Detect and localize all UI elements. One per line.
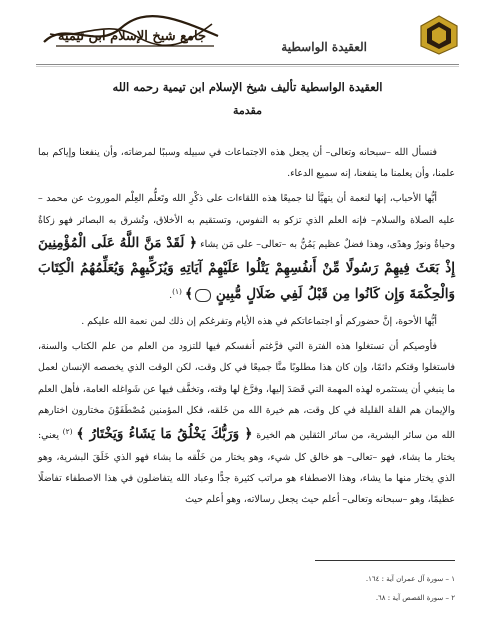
footnote: ١ – سورة آل عمران آية : ١٦٤. (365, 575, 455, 583)
footnote-reference[interactable]: (١) (172, 286, 182, 296)
quran-verse: ﴿ لَقَدْ مَنَّ اللَّهُ عَلَى الْمُؤْمِنِينَ إِذْ بَعَثَ فِيهِمْ رَسُولًا مِّنْ أَنفُسِهِمْ يَتْلُوا عَلَيْهِمْ آيَاتِهِ وَيُزَكِّيهِمْ وَيُعَلِّمُهُمُ الْكِتَابَ وَالْحِكْمَةَ وَإِن كَانُوا مِن قَبْلُ لَفِي ضَلَالٍ مُّبِينٍ (38, 234, 455, 302)
document-title: العقيدة الواسطية تأليف شيخ الإسلام ابن تيمية رحمه الله (112, 80, 383, 94)
emblem-icon (419, 14, 459, 56)
body-text (38, 142, 455, 515)
page-header (36, 10, 459, 62)
paragraph-text: يعني: يختار ما يشاء، فهو –تعالى– هو خالق كل شيء، وهو يختار من خَلْقه ما يشاء فهو الذي خَلَقَ البشرية، وهو الذي يختار منها ما يشاء، وهذا الاصطفاء هو مراتب كثيرة جدًّا وعباد الله يتفاضلون في هذا الاصطفاء تفاضلًا عظيمًا، وهو –سبحانه وتعالى– أعلم حيث يجعل رسالاته، وهو أعلم حيث (38, 430, 455, 506)
footnotes (40, 570, 455, 608)
svg-text:جامع شيخ الإسلام ابن تيمية: جامع شيخ الإسلام ابن تيمية (58, 29, 206, 44)
calligraphy-logo (36, 10, 226, 54)
paragraph: فنسأل الله –سبحانه وتعالى– أن يجعل هذه الاجتماعات في سبيله وسببًا لمرضاته، وأن ينفعنا وإياكم بما علمنا، وأن يعلمنا ما ينفعنا، إنه سميع الدعاء. (38, 147, 455, 180)
footnote-divider (315, 560, 455, 561)
section-heading: مقدمة (232, 104, 263, 117)
header-title: العقيدة الواسطية (281, 40, 367, 54)
paragraph: أيُّها الأحوة، إنَّ حضوركم أو اجتماعاتكم في هذه الأيام وتفرغكم إن ذلك لمن نعمة الله عليكم . (81, 315, 437, 327)
footnote: ٢ – سورة القصص آية : ٦٨. (375, 594, 455, 602)
header-divider (36, 64, 459, 67)
paragraph-text: أيُّها الأحباب، إنها لنعمة أن يتهيَّأ لنا جميعًا هذه اللقاءات على ذكْرِ الله وتَعلُّم العِلْم الموروث عن محمد –عليه الصلاة والسلام– فإنه العلم الذي تزكو به النفوس، وتستقيم به الأخلاق، وتُشرق به البصائر فهو زكاةٌ وحياةٌ ونورٌ وهدًى، وهذا فضلٌ عظيم يَمُنُّ به –تعالى– على مَن يشاء (38, 193, 455, 250)
paragraph-text: فأوصيكم أن تستغلوا هذه الفترة التي فرَّغتم أنفسكم فيها للتزود من العلم من علم الكتاب والسنة، فاستغلوا وقتكم دائمًا، وإن كان هذا مطلوبًا منَّا جميعًا في كل وقت، لكن الوقت الذي يخصصه الإنسان لعمل ما ينبغي أن يستثمره لهذه المهمة التي قَصَدَ إليها، وفرَّغ لها وقته، وتخفَّف فيها عن شَواغله العامة، فأهل العلم والإيمان هم القلة القليلة في كل وقت، هم خيرة الله من خَلقه، فكل المؤمنين مُصْطَفَوْنَ مختارون اختارهم الله من سائر البشرية، من سائر الثقلين هم الخيرة (38, 341, 456, 442)
quran-verse-close: ﴾ (184, 285, 193, 302)
quran-verse: ﴿ وَرَبُّكَ يَخْلُقُ مَا يَشَاءُ وَيَخْتَارُ ﴾ (76, 426, 253, 443)
footnote-reference[interactable]: (٢) (62, 426, 73, 436)
paragraph (38, 336, 455, 511)
paragraph-end: . (169, 289, 173, 301)
paragraph (38, 188, 455, 307)
verse-end-mark-icon (195, 289, 211, 302)
